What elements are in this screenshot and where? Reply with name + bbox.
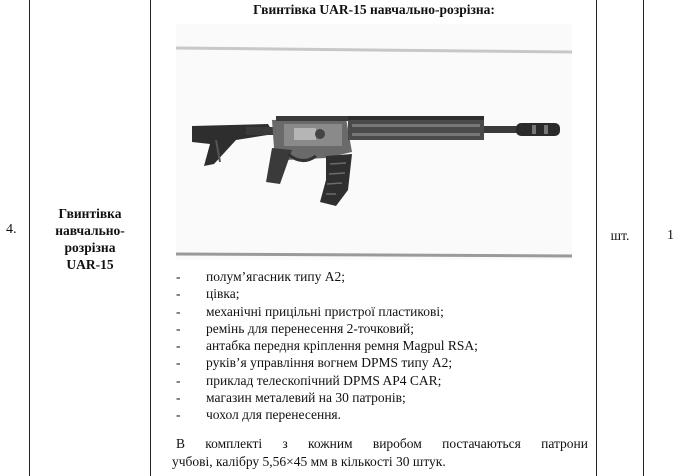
- list-item-text: руків’я управління вогнем DPMS типу А2;: [206, 355, 453, 371]
- row-number: 4.: [6, 222, 17, 237]
- bullet-marker: -: [176, 407, 181, 423]
- bullet-marker: -: [176, 338, 181, 354]
- list-item: [176, 320, 592, 337]
- supply-note-line: В комплекті з кожним виробом постачаються патрони: [176, 436, 588, 451]
- list-item-text: полум’ягасник типу А2;: [206, 269, 345, 284]
- list-item-text: механічні прицільні пристрої пластикові;: [206, 303, 444, 319]
- bullet-marker: -: [176, 286, 181, 302]
- list-item: [176, 372, 592, 389]
- list-item-text: ремінь для перенесення 2-точковий;: [206, 320, 415, 336]
- bullet-marker: -: [176, 303, 181, 319]
- list-item: [176, 337, 592, 354]
- list-item-text: магазин металевий на 30 патронів;: [206, 390, 406, 406]
- list-item-text: антабка передня кріплення ремня Magpul RSA;: [206, 338, 478, 354]
- list-item-text: цівка;: [206, 286, 240, 302]
- item-name-line: UAR-15: [66, 257, 114, 272]
- list-item: [176, 354, 592, 371]
- item-name-line: навчально-: [55, 223, 125, 238]
- item-name-line: Гвинтівка: [58, 206, 122, 221]
- components-list: [176, 268, 592, 424]
- list-item: [176, 268, 592, 285]
- item-name-line: розрізна: [64, 240, 116, 255]
- list-item-text: приклад телескопічний DPMS AP4 CAR;: [206, 372, 442, 388]
- quantity-cell: 1: [667, 228, 674, 243]
- supply-note: [172, 435, 588, 471]
- bullet-marker: -: [176, 355, 181, 371]
- list-item: [176, 285, 592, 302]
- list-item: [176, 406, 592, 423]
- list-item: [176, 303, 592, 320]
- bullet-marker: -: [176, 390, 181, 406]
- table-border-4: [643, 0, 644, 476]
- bullet-marker: -: [176, 320, 181, 336]
- table-border-2: [150, 0, 151, 476]
- supply-note-line: учбові, калібру 5,56×45 мм в кількості 30 штук.: [172, 454, 446, 469]
- list-item-text: чохол для перенесення.: [206, 407, 342, 423]
- unit-cell: шт.: [610, 228, 630, 243]
- rifle-photo: [176, 24, 572, 260]
- bullet-marker: -: [176, 269, 181, 284]
- description-title: Гвинтівка UAR-15 навчально-розрізна:: [253, 2, 495, 17]
- list-item: [176, 389, 592, 406]
- item-name: [30, 205, 150, 273]
- bullet-marker: -: [176, 372, 181, 388]
